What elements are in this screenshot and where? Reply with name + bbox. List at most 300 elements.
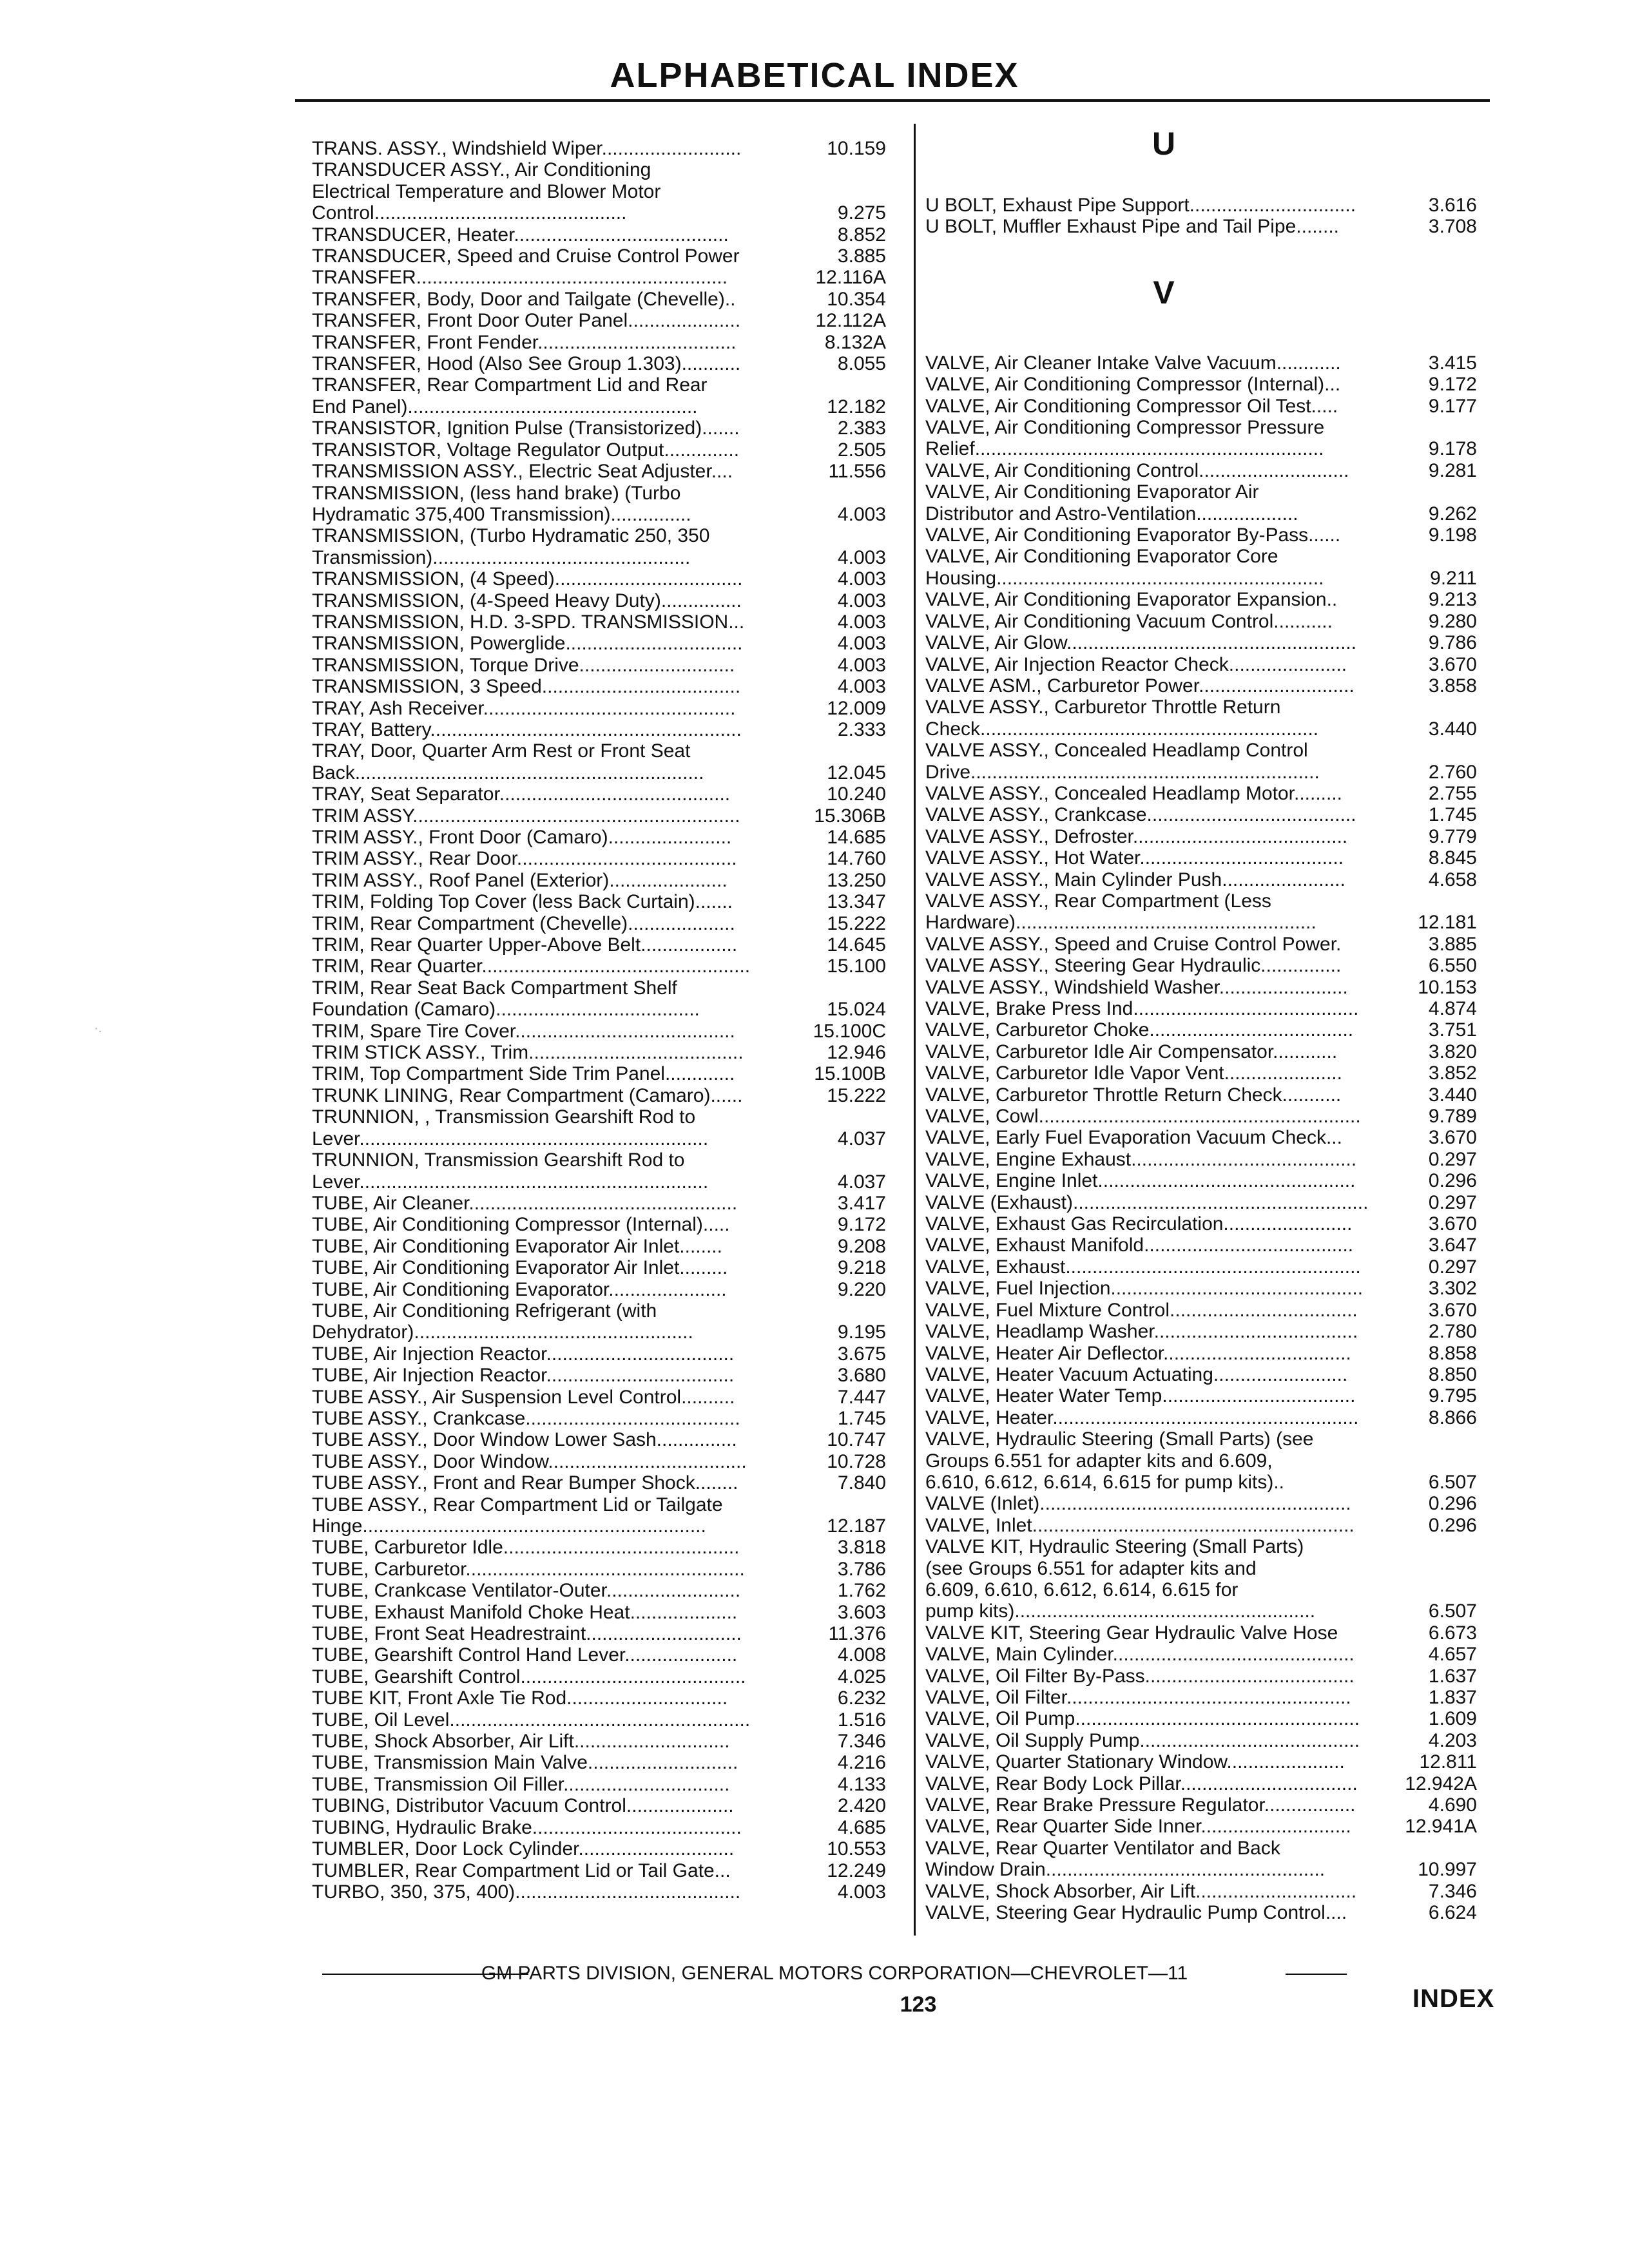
entry-page-ref: 9.211 (1430, 567, 1477, 589)
entry-name: U BOLT, Exhaust Pipe Support............................... (925, 195, 1356, 216)
entry-page-ref: 4.685 (837, 1816, 886, 1838)
index-entry (312, 740, 895, 783)
entry-page-ref: 2.383 (837, 418, 886, 439)
index-entry (312, 267, 895, 288)
entry-page-ref: 4.003 (837, 546, 886, 568)
entry-name: TUBE, Transmission Oil Filler............................... (312, 1773, 730, 1795)
entry-name: VALVE, Exhaust Gas Recirculation........................ (925, 1213, 1353, 1235)
entry-name: VALVE, Rear Quarter Side Inner............................ (925, 1816, 1351, 1838)
entry-page-ref: 6.507 (1428, 1600, 1477, 1622)
entry-page-ref: 15.222 (827, 912, 886, 934)
entry-name: VALVE, Air Cleaner Intake Valve Vacuum............ (925, 352, 1341, 374)
index-entry (312, 977, 895, 1021)
entry-page-ref: 3.820 (1428, 1041, 1477, 1062)
index-entry (312, 1063, 895, 1084)
entry-page-ref: 4.037 (837, 1171, 886, 1193)
entry-page-ref: 12.187 (827, 1515, 886, 1537)
entry-page-ref: 8.132A (824, 331, 886, 353)
entry-name: TUBING, Distributor Vacuum Control.................... (312, 1795, 734, 1817)
index-entry (312, 525, 895, 568)
index-entry (925, 1062, 1499, 1084)
index-entry (925, 955, 1499, 976)
entry-name: VALVE, Headlamp Washer...................................... (925, 1321, 1358, 1343)
index-entry (925, 1127, 1499, 1148)
entry-name: TRIM ASSY., Rear Door......................................... (312, 848, 737, 870)
index-entry (925, 697, 1499, 740)
entry-page-ref: 9.208 (837, 1235, 886, 1257)
index-entry (312, 676, 895, 697)
entry-page-ref: 9.178 (1428, 438, 1477, 460)
entry-name: TRANS. ASSY., Windshield Wiper.......................... (312, 138, 742, 159)
index-entry (312, 289, 895, 310)
index-entry (312, 1644, 895, 1666)
index-entry (925, 1343, 1499, 1364)
entry-page-ref: 12.181 (1418, 912, 1477, 934)
entry-page-ref: 14.685 (827, 827, 886, 848)
index-entry (312, 633, 895, 654)
entry-page-ref: 9.195 (837, 1321, 886, 1343)
index-entry (925, 1493, 1499, 1514)
index-entry (925, 847, 1499, 869)
entry-page-ref: 3.786 (837, 1558, 886, 1580)
index-entry (925, 1106, 1499, 1127)
entry-name: VALVE, Heater Air Deflector................................... (925, 1342, 1351, 1364)
entry-name: TRAY, Ash Receiver............................................... (312, 697, 736, 719)
entry-name: TUBE, Air Conditioning Evaporator Air Inlet........ (312, 1235, 722, 1257)
entry-name: TRAY, Door, Quarter Arm Rest or Front Seat Back................................................................. (312, 740, 704, 783)
index-entry (312, 439, 895, 461)
entry-name: VALVE, Engine Inlet................................................ (925, 1170, 1356, 1192)
index-entry (925, 826, 1499, 847)
index-entry (312, 870, 895, 891)
entry-page-ref: 3.751 (1428, 1019, 1477, 1041)
index-entry (312, 698, 895, 719)
entry-name: TRIM, Rear Compartment (Chevelle).................... (312, 912, 735, 934)
entry-name: TUBE, Carburetor.................................................... (312, 1558, 745, 1580)
entry-page-ref: 9.786 (1428, 632, 1477, 654)
index-entry (925, 804, 1499, 825)
entry-name: TRANSFER.......................................................... (312, 267, 728, 289)
entry-name: VALVE, Oil Filter By-Pass....................................... (925, 1665, 1354, 1687)
entry-page-ref: 1.837 (1428, 1687, 1477, 1708)
entry-page-ref: 1.745 (1428, 804, 1477, 826)
entry-name: U BOLT, Muffler Exhaust Pipe and Tail Pipe........ (925, 216, 1339, 238)
index-entry (312, 655, 895, 676)
index-entry (925, 1428, 1499, 1493)
index-entry (925, 1170, 1499, 1191)
entry-page-ref: 9.280 (1428, 610, 1477, 632)
entry-page-ref: 9.281 (1428, 459, 1477, 481)
entry-page-ref: 9.218 (837, 1257, 886, 1279)
index-entry (312, 138, 895, 159)
index-entry (312, 483, 895, 526)
entry-page-ref: 15.222 (827, 1084, 886, 1106)
entry-page-ref: 4.203 (1428, 1729, 1477, 1751)
index-entry (925, 1084, 1499, 1106)
entry-name: TUBE ASSY., Door Window..................................... (312, 1450, 747, 1472)
entry-name: TUBE, Air Conditioning Refrigerant (with Dehydrator).................................................... (312, 1300, 693, 1343)
index-entry (925, 1881, 1499, 1902)
entry-name: VALVE, Steering Gear Hydraulic Pump Control.... (925, 1902, 1347, 1924)
entry-page-ref: 8.858 (1428, 1342, 1477, 1364)
index-entry (925, 396, 1499, 417)
entry-name: TRANSDUCER ASSY., Air Conditioning Electrical Temperature and Blower Motor Control............................................... (312, 159, 661, 224)
entry-page-ref: 4.003 (837, 1881, 886, 1903)
entry-page-ref: 12.249 (827, 1860, 886, 1881)
entry-name: VALVE, Carburetor Idle Vapor Vent...................... (925, 1062, 1342, 1084)
entry-name: TUBE, Air Injection Reactor................................... (312, 1365, 735, 1387)
index-entry (925, 589, 1499, 610)
entry-name: TRANSMISSION, 3 Speed..................................... (312, 676, 741, 698)
index-entry (312, 848, 895, 869)
entry-name: VALVE, Hydraulic Steering (Small Parts) (see Groups 6.551 for adapter kits and 6.609, 6.610, 6.612, 6.614, 6.615 for pump kits).. (925, 1428, 1314, 1493)
entry-page-ref: 11.376 (828, 1623, 886, 1645)
index-entry (925, 998, 1499, 1019)
index-entry (312, 934, 895, 956)
index-entry (925, 1364, 1499, 1385)
index-entry (925, 1235, 1499, 1256)
entry-name: TRANSMISSION, (less hand brake) (Turbo Hydramatic 375,400 Transmission)............... (312, 482, 691, 525)
index-entry (925, 374, 1499, 395)
entry-page-ref: 3.603 (837, 1601, 886, 1623)
entry-page-ref: 6.550 (1428, 955, 1477, 977)
left-index-column (312, 138, 895, 1903)
entry-page-ref: 4.657 (1428, 1644, 1477, 1666)
index-entry (925, 1300, 1499, 1321)
index-entry (312, 1149, 895, 1193)
entry-name: VALVE, Carburetor Choke...................................... (925, 1019, 1354, 1041)
index-entry (312, 913, 895, 934)
index-entry (312, 1085, 895, 1106)
entry-name: VALVE ASSY., Main Cylinder Push....................... (925, 869, 1345, 890)
entry-name: TUBE ASSY., Rear Compartment Lid or Tailgate Hinge................................................................ (312, 1494, 723, 1537)
section-u-entries (925, 195, 1499, 238)
entry-name: TRANSMISSION, Torque Drive............................. (312, 654, 735, 676)
index-entry (925, 1149, 1499, 1170)
entry-page-ref: 4.690 (1428, 1794, 1477, 1816)
index-entry (312, 1580, 895, 1601)
index-entry (312, 1687, 895, 1709)
entry-name: VALVE, Cowl............................................................ (925, 1106, 1361, 1128)
entry-name: TUBE, Air Conditioning Evaporator Air Inlet......... (312, 1257, 728, 1279)
entry-name: TRANSISTOR, Voltage Regulator Output.............. (312, 439, 740, 461)
entry-name: VALVE, Carburetor Idle Air Compensator............ (925, 1041, 1338, 1062)
index-entry (312, 1774, 895, 1795)
entry-name: VALVE ASSY., Steering Gear Hydraulic............... (925, 955, 1342, 977)
entry-name: TRANSISTOR, Ignition Pulse (Transistorized)....... (312, 418, 740, 439)
entry-page-ref: 0.297 (1428, 1191, 1477, 1213)
index-entry (312, 1838, 895, 1860)
entry-page-ref: 3.440 (1428, 1084, 1477, 1106)
entry-page-ref: 9.262 (1428, 503, 1477, 524)
entry-page-ref: 0.296 (1428, 1514, 1477, 1536)
entry-page-ref: 3.417 (837, 1192, 886, 1214)
entry-page-ref: 14.760 (827, 848, 886, 870)
entry-page-ref: 10.240 (827, 783, 886, 805)
entry-page-ref: 9.177 (1428, 395, 1477, 417)
entry-name: TRUNNION, Transmission Gearshift Rod to Lever................................................................. (312, 1149, 709, 1193)
index-entry (925, 1816, 1499, 1837)
entry-page-ref: 7.840 (837, 1472, 886, 1494)
entry-name: TRUNK LINING, Rear Compartment (Camaro)...... (312, 1084, 743, 1106)
entry-page-ref: 3.647 (1428, 1235, 1477, 1256)
index-entry (925, 1902, 1499, 1923)
entry-name: TRANSFER, Body, Door and Tailgate (Chevelle).. (312, 288, 736, 310)
entry-page-ref: 8.850 (1428, 1363, 1477, 1385)
entry-name: TRAY, Seat Separator........................................... (312, 783, 731, 805)
entry-name: TRANSMISSION, (Turbo Hydramatic 250, 350 Transmission)................................................ (312, 525, 710, 568)
index-entry (312, 590, 895, 611)
entry-page-ref: 3.415 (1428, 352, 1477, 374)
entry-name: TUBE, Exhaust Manifold Choke Heat.................... (312, 1601, 738, 1623)
entry-name: TRANSMISSION, (4-Speed Heavy Duty)............... (312, 590, 742, 611)
entry-name: VALVE KIT, Steering Gear Hydraulic Valve Hose (925, 1622, 1338, 1644)
entry-page-ref: 15.024 (827, 999, 886, 1021)
page-title: ALPHABETICAL INDEX (610, 56, 1019, 95)
section-heading-v: V (1153, 274, 1175, 311)
section-label: INDEX (1412, 1984, 1495, 2013)
entry-name: VALVE, Main Cylinder............................................. (925, 1644, 1354, 1666)
entry-page-ref: 12.045 (827, 762, 886, 783)
index-entry (925, 417, 1499, 460)
index-entry (312, 1731, 895, 1752)
index-entry (312, 1795, 895, 1816)
entry-page-ref: 3.670 (1428, 1127, 1477, 1149)
index-entry (925, 352, 1499, 374)
index-entry (312, 891, 895, 912)
entry-page-ref: 3.852 (1428, 1062, 1477, 1084)
index-entry (925, 195, 1499, 216)
entry-page-ref: 3.616 (1428, 195, 1477, 216)
index-entry (312, 1559, 895, 1580)
entry-name: TRIM ASSY............................................................. (312, 805, 740, 827)
index-entry (925, 1687, 1499, 1708)
entry-name: VALVE, Heater Vacuum Actuating......................... (925, 1363, 1348, 1385)
page-number: 123 (900, 1992, 937, 2017)
entry-name: TUBE ASSY., Front and Rear Bumper Shock........ (312, 1472, 738, 1494)
entry-page-ref: 9.275 (837, 202, 886, 224)
index-entry (312, 719, 895, 740)
index-entry (312, 1021, 895, 1042)
index-entry (312, 1429, 895, 1450)
index-entry (925, 481, 1499, 524)
index-entry (312, 783, 895, 805)
entry-name: TRIM, Top Compartment Side Trim Panel............. (312, 1063, 735, 1085)
index-entry (312, 1193, 895, 1214)
entry-page-ref: 15.100C (813, 1020, 886, 1042)
entry-name: TRANSFER, Front Fender..................................... (312, 331, 737, 353)
entry-name: VALVE, Rear Brake Pressure Regulator................. (925, 1794, 1356, 1816)
entry-name: VALVE, Heater......................................................... (925, 1407, 1359, 1428)
entry-name: TUBE, Oil Level........................................................ (312, 1709, 751, 1731)
entry-name: TUBE, Air Conditioning Evaporator...................... (312, 1278, 727, 1300)
entry-page-ref: 1.609 (1428, 1708, 1477, 1730)
entry-page-ref: 1.516 (837, 1709, 886, 1731)
entry-name: VALVE, Oil Filter..................................................... (925, 1687, 1351, 1708)
entry-name: TUMBLER, Door Lock Cylinder............................. (312, 1838, 735, 1860)
entry-name: VALVE, Air Injection Reactor Check...................... (925, 653, 1347, 675)
entry-name: VALVE ASSY., Concealed Headlamp Motor......... (925, 782, 1343, 804)
entry-name: VALVE, Brake Press Ind.......................................... (925, 998, 1359, 1019)
entry-page-ref: 4.003 (837, 654, 886, 676)
index-entry (925, 783, 1499, 804)
index-entry (312, 1537, 895, 1558)
index-entry (925, 1536, 1499, 1622)
entry-name: VALVE ASSY., Carburetor Throttle Return Check............................................................... (925, 697, 1319, 740)
index-entry (312, 611, 895, 633)
entry-page-ref: 14.645 (827, 934, 886, 956)
entry-page-ref: 8.852 (837, 224, 886, 245)
entry-name: TUBE, Shock Absorber, Air Lift............................. (312, 1731, 730, 1753)
entry-page-ref: 4.003 (837, 568, 886, 590)
entry-page-ref: 12.112A (815, 310, 886, 332)
entry-name: TRANSDUCER, Heater........................................ (312, 224, 729, 245)
entry-page-ref: 8.866 (1428, 1407, 1477, 1428)
index-entry (312, 1106, 895, 1149)
entry-name: TUBE ASSY., Air Suspension Level Control.......... (312, 1386, 735, 1408)
index-entry (312, 1709, 895, 1731)
entry-page-ref: 3.675 (837, 1343, 886, 1365)
entry-name: TRIM, Folding Top Cover (less Back Curtain)....... (312, 891, 733, 913)
entry-page-ref: 7.447 (837, 1386, 886, 1408)
index-entry (312, 1451, 895, 1472)
entry-page-ref: 4.003 (837, 676, 886, 698)
entry-page-ref: 3.302 (1428, 1278, 1477, 1300)
index-entry (925, 1708, 1499, 1729)
entry-page-ref: 4.037 (837, 1128, 886, 1149)
entry-page-ref: 15.100 (827, 956, 886, 977)
entry-name: VALVE, Oil Supply Pump......................................... (925, 1729, 1360, 1751)
index-entry (925, 546, 1499, 589)
entry-name: VALVE, Carburetor Throttle Return Check........... (925, 1084, 1342, 1106)
entry-name: TRIM, Spare Tire Cover......................................... (312, 1020, 735, 1042)
index-entry (312, 1257, 895, 1278)
index-entry (312, 805, 895, 827)
entry-name: VALVE, Early Fuel Evaporation Vacuum Check... (925, 1127, 1342, 1149)
index-entry (925, 1730, 1499, 1751)
entry-name: VALVE, Air Conditioning Vacuum Control........... (925, 610, 1333, 632)
entry-name: VALVE, Air Conditioning Control............................ (925, 459, 1349, 481)
entry-page-ref: 4.025 (837, 1666, 886, 1687)
entry-page-ref: 0.297 (1428, 1148, 1477, 1170)
entry-page-ref: 4.216 (837, 1752, 886, 1774)
entry-page-ref: 7.346 (837, 1731, 886, 1753)
entry-page-ref: 1.745 (837, 1407, 886, 1429)
entry-page-ref: 3.858 (1428, 675, 1477, 697)
entry-name: TRANSDUCER, Speed and Cruise Control Power (312, 245, 740, 267)
entry-page-ref: 12.941A (1405, 1816, 1477, 1838)
index-entry (312, 1752, 895, 1773)
entry-name: TRAY, Battery.......................................................... (312, 718, 742, 740)
index-entry (312, 1881, 895, 1903)
entry-page-ref: 3.670 (1428, 653, 1477, 675)
entry-page-ref: 6.673 (1428, 1622, 1477, 1644)
index-entry (925, 934, 1499, 955)
entry-name: VALVE, Air Conditioning Evaporator By-Pass...... (925, 524, 1341, 546)
entry-name: VALVE ASSY., Rear Compartment (Less Hardware)........................................................ (925, 890, 1316, 934)
entry-name: TUMBLER, Rear Compartment Lid or Tail Gate... (312, 1860, 731, 1881)
index-entry (925, 1751, 1499, 1773)
index-entry (925, 890, 1499, 934)
entry-page-ref: 12.182 (827, 396, 886, 418)
index-entry (925, 1213, 1499, 1235)
entry-page-ref: 2.333 (837, 718, 886, 740)
entry-page-ref: 3.440 (1428, 718, 1477, 740)
title-rule (295, 99, 1490, 102)
index-entry (925, 654, 1499, 675)
index-entry (925, 1622, 1499, 1644)
entry-page-ref: 4.658 (1428, 869, 1477, 890)
entry-page-ref: 10.553 (827, 1838, 886, 1860)
index-entry (925, 1644, 1499, 1665)
index-entry (925, 740, 1499, 783)
entry-page-ref: 12.946 (827, 1042, 886, 1064)
entry-page-ref: 10.153 (1418, 976, 1477, 998)
entry-page-ref: 0.297 (1428, 1256, 1477, 1278)
entry-name: VALVE, Exhaust....................................................... (925, 1256, 1361, 1278)
entry-name: VALVE ASSY., Concealed Headlamp Control Drive................................................................. (925, 740, 1320, 783)
entry-name: TRIM STICK ASSY., Trim........................................ (312, 1042, 744, 1064)
entry-page-ref: 3.670 (1428, 1213, 1477, 1235)
entry-name: TRIM ASSY., Roof Panel (Exterior)...................... (312, 869, 728, 891)
entry-name: VALVE, Inlet............................................................ (925, 1514, 1354, 1536)
entry-page-ref: 3.885 (1428, 933, 1477, 955)
entry-name: VALVE, Air Conditioning Compressor (Internal)... (925, 374, 1341, 396)
index-entry (312, 1408, 895, 1429)
entry-page-ref: 6.624 (1428, 1902, 1477, 1924)
index-entry (312, 1602, 895, 1623)
entry-page-ref: 9.779 (1428, 825, 1477, 847)
entry-name: TUBE, Crankcase Ventilator-Outer......................... (312, 1580, 741, 1602)
index-entry (925, 611, 1499, 632)
index-entry (925, 1666, 1499, 1687)
entry-name: VALVE KIT, Hydraulic Steering (Small Parts) (see Groups 6.551 for adapter kits and 6.609, 6.610, 6.612, 6.614, 6.615 for pump kits)........................................................ (925, 1536, 1316, 1622)
entry-name: TUBE, Gearshift Control.......................................... (312, 1666, 746, 1687)
entry-page-ref: 4.133 (837, 1773, 886, 1795)
index-entry (312, 1365, 895, 1386)
index-entry (312, 1042, 895, 1063)
index-entry (925, 1838, 1499, 1881)
entry-page-ref: 12.811 (1419, 1751, 1477, 1773)
entry-page-ref: 9.789 (1428, 1106, 1477, 1128)
entry-name: TURBO, 350, 375, 400).......................................... (312, 1881, 741, 1903)
index-entry (312, 245, 895, 267)
entry-page-ref: 9.172 (1428, 374, 1477, 396)
entry-page-ref: 0.296 (1428, 1493, 1477, 1515)
entry-page-ref: 10.728 (827, 1450, 886, 1472)
index-entry (312, 332, 895, 353)
index-entry (925, 1773, 1499, 1794)
entry-page-ref: 3.708 (1428, 216, 1477, 238)
scan-speck: ·. (94, 1021, 102, 1035)
entry-page-ref: 9.213 (1428, 589, 1477, 611)
index-entry (312, 1860, 895, 1881)
index-entry (925, 216, 1499, 237)
entry-name: VALVE, Air Glow...................................................... (925, 632, 1357, 654)
entry-name: VALVE, Air Conditioning Evaporator Air Distributor and Astro-Ventilation................... (925, 481, 1298, 524)
index-entry (312, 1387, 895, 1408)
entry-page-ref: 12.009 (827, 697, 886, 719)
entry-name: TUBE, Front Seat Headrestraint............................. (312, 1623, 742, 1645)
entry-page-ref: 7.346 (1428, 1880, 1477, 1902)
entry-name: TRANSMISSION, Powerglide................................. (312, 633, 743, 655)
index-entry (312, 374, 895, 418)
entry-name: TUBE, Transmission Main Valve............................ (312, 1752, 738, 1774)
entry-name: TRIM, Rear Quarter.................................................. (312, 956, 751, 977)
entry-name: VALVE (Inlet).......................................................... (925, 1493, 1351, 1515)
index-entry (925, 1321, 1499, 1342)
column-divider (914, 124, 916, 1936)
